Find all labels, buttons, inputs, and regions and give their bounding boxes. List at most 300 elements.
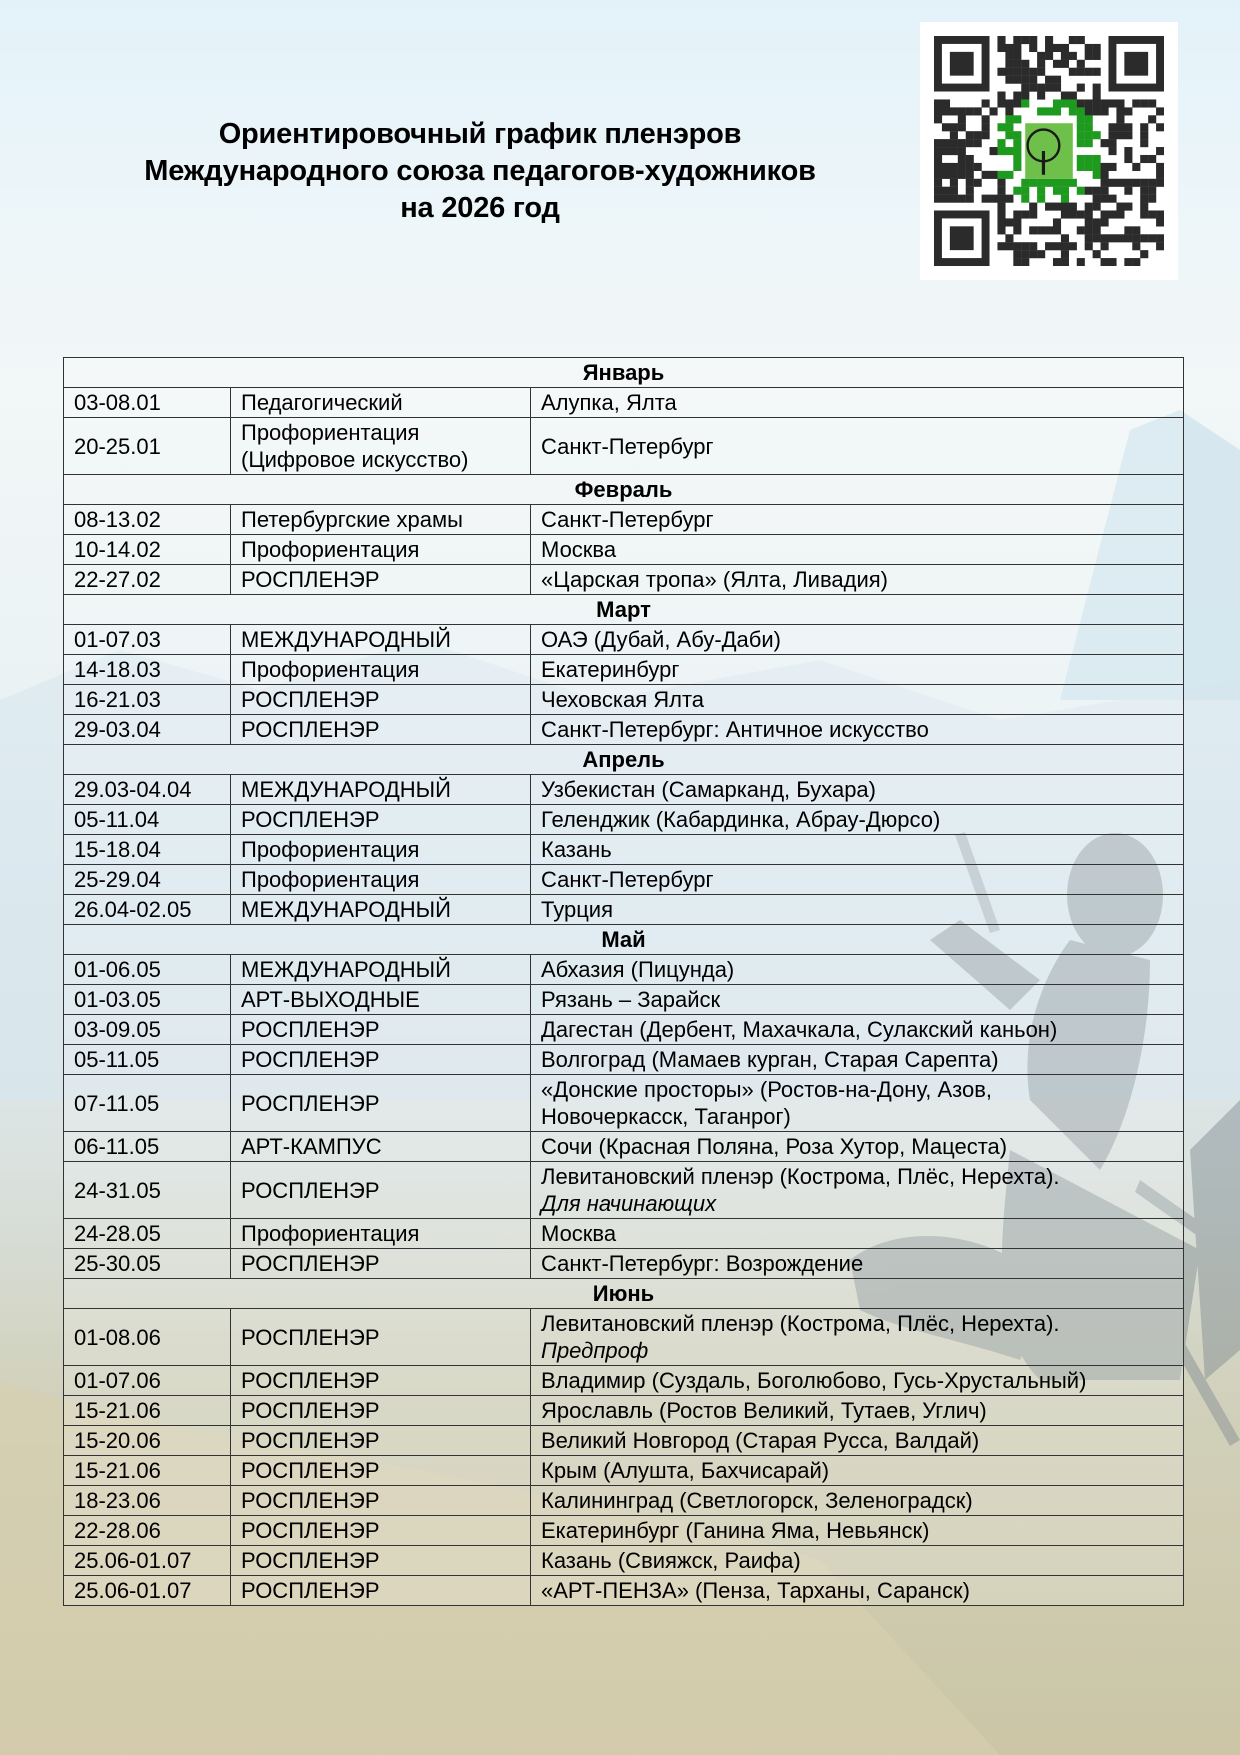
qr-module [974, 139, 982, 147]
place-cell: Калининград (Светлогорск, Зеленоградск) [531, 1486, 1184, 1516]
qr-module [1116, 234, 1124, 242]
qr-module [1013, 99, 1021, 107]
place-cell: Казань (Свияжск, Раифа) [531, 1546, 1184, 1576]
qr-module [1093, 187, 1101, 195]
qr-module [1069, 179, 1077, 187]
qr-module [1132, 99, 1140, 107]
type-cell: Профориентация [231, 535, 531, 565]
dates-cell: 08-13.02 [64, 505, 231, 535]
qr-module [1061, 60, 1069, 68]
qr-module [1093, 171, 1101, 179]
table-row [64, 1366, 1184, 1396]
place-cell: Геленджик (Кабардинка, Абрау-Дюрсо) [531, 805, 1184, 835]
dates-cell: 01-08.06 [64, 1309, 231, 1366]
qr-module [1005, 171, 1013, 179]
qr-module [1085, 155, 1093, 163]
qr-module [1093, 203, 1101, 211]
qr-module [1140, 210, 1148, 218]
qr-module [1053, 44, 1061, 52]
qr-module [974, 179, 982, 187]
place-cell: Санкт-Петербург [531, 865, 1184, 895]
qr-module [1005, 131, 1013, 139]
table-row [64, 535, 1184, 565]
qr-code[interactable] [920, 22, 1178, 280]
qr-module [1061, 203, 1069, 211]
place-note: Для начинающих [541, 1191, 717, 1216]
qr-module [1061, 242, 1069, 250]
qr-module [997, 179, 1005, 187]
qr-module [1061, 234, 1069, 242]
qr-module [1124, 131, 1132, 139]
dates-cell: 15-18.04 [64, 835, 231, 865]
month-header-row [64, 595, 1184, 625]
qr-module [982, 123, 990, 131]
qr-module [982, 99, 990, 107]
dates-cell: 14-18.03 [64, 655, 231, 685]
qr-module [1124, 107, 1132, 115]
qr-module [966, 163, 974, 171]
qr-module [1013, 187, 1021, 195]
qr-module [1045, 36, 1053, 44]
month-header: Март [64, 595, 1184, 625]
qr-module [1077, 99, 1085, 107]
qr-module [1101, 258, 1109, 266]
qr-module [1029, 242, 1037, 250]
qr-module [1013, 147, 1021, 155]
table-row [64, 1456, 1184, 1486]
qr-module [1077, 115, 1085, 123]
qr-module [1005, 218, 1013, 226]
qr-module [1085, 139, 1093, 147]
qr-module [958, 171, 966, 179]
qr-module [1124, 203, 1132, 211]
qr-module [1013, 60, 1021, 68]
qr-module [1077, 36, 1085, 44]
qr-module [1037, 179, 1045, 187]
qr-module [1093, 234, 1101, 242]
qr-module [997, 187, 1005, 195]
type-cell: РОСПЛЕНЭР [231, 1249, 531, 1279]
place-cell: Великий Новгород (Старая Русса, Валдай) [531, 1426, 1184, 1456]
qr-module [1085, 187, 1093, 195]
qr-logo-trunk [1042, 151, 1045, 175]
place-line: Левитановский пленэр (Кострома, Плёс, Нерехта). [541, 1311, 1060, 1336]
qr-module [1077, 139, 1085, 147]
place-cell: Владимир (Суздаль, Боголюбово, Гусь-Хрустальный) [531, 1366, 1184, 1396]
dates-cell: 06-11.05 [64, 1132, 231, 1162]
qr-module [966, 139, 974, 147]
type-cell [231, 418, 531, 475]
qr-module [942, 195, 950, 203]
schedule-table [63, 357, 1184, 1606]
page-title [60, 116, 900, 227]
qr-module [942, 139, 950, 147]
qr-module [982, 115, 990, 123]
qr-module [1061, 52, 1069, 60]
table-row [64, 805, 1184, 835]
qr-module [1116, 115, 1124, 123]
table-row [64, 1249, 1184, 1279]
qr-module [934, 107, 942, 115]
qr-module [950, 107, 958, 115]
place-line: Новочеркасск, Таганрог) [541, 1104, 791, 1129]
table-row [64, 388, 1184, 418]
dates-cell: 22-27.02 [64, 565, 231, 595]
type-cell: Педагогический [231, 388, 531, 418]
qr-module [1132, 234, 1140, 242]
qr-module [1077, 107, 1085, 115]
qr-module [950, 187, 958, 195]
qr-module [1013, 250, 1021, 258]
qr-module [1101, 171, 1109, 179]
table-row [64, 1132, 1184, 1162]
qr-module [1156, 163, 1164, 171]
place-cell: Крым (Алушта, Бахчисарай) [531, 1456, 1184, 1486]
qr-module [958, 123, 966, 131]
dates-cell: 03-08.01 [64, 388, 231, 418]
dates-cell: 01-03.05 [64, 985, 231, 1015]
table-row [64, 955, 1184, 985]
place-cell: Волгоград (Мамаев курган, Старая Сарепта) [531, 1045, 1184, 1075]
qr-module [1037, 226, 1045, 234]
qr-module [1085, 203, 1093, 211]
type-cell: РОСПЛЕНЭР [231, 1396, 531, 1426]
qr-module [1061, 44, 1069, 52]
qr-module [1021, 210, 1029, 218]
qr-module [1108, 234, 1116, 242]
month-header-row [64, 1279, 1184, 1309]
month-header-row [64, 925, 1184, 955]
qr-module [1116, 107, 1124, 115]
qr-finder-center [1124, 52, 1148, 76]
qr-module [1021, 258, 1029, 266]
qr-module [1140, 99, 1148, 107]
qr-module [1116, 203, 1124, 211]
qr-module [1077, 60, 1085, 68]
qr-module [1021, 76, 1029, 84]
qr-module [1069, 92, 1077, 100]
type-cell: РОСПЛЕНЭР [231, 1309, 531, 1366]
qr-module [942, 99, 950, 107]
qr-module [1108, 179, 1116, 187]
qr-module [1085, 163, 1093, 171]
qr-module [1124, 147, 1132, 155]
qr-module [997, 44, 1005, 52]
type-cell: Петербургские храмы [231, 505, 531, 535]
qr-module [1021, 84, 1029, 92]
qr-module [1148, 115, 1156, 123]
dates-cell: 26.04-02.05 [64, 895, 231, 925]
qr-module [966, 187, 974, 195]
qr-module [1156, 147, 1164, 155]
qr-module [990, 171, 998, 179]
qr-module [1140, 179, 1148, 187]
qr-module [1085, 123, 1093, 131]
qr-module [942, 187, 950, 195]
qr-module [1013, 210, 1021, 218]
dates-cell: 29.03-04.04 [64, 775, 231, 805]
qr-module [1021, 60, 1029, 68]
qr-module [1045, 52, 1053, 60]
qr-module [1093, 155, 1101, 163]
dates-cell: 20-25.01 [64, 418, 231, 475]
qr-module [1013, 76, 1021, 84]
table-row [64, 505, 1184, 535]
place-cell: Дагестан (Дербент, Махачкала, Сулакский каньон) [531, 1015, 1184, 1045]
qr-module [958, 139, 966, 147]
qr-module [934, 115, 942, 123]
qr-module [1037, 250, 1045, 258]
qr-module [1101, 99, 1109, 107]
qr-module [1093, 226, 1101, 234]
type-cell: Профориентация [231, 835, 531, 865]
qr-module [1037, 84, 1045, 92]
place-cell: Ярославль (Ростов Великий, Тутаев, Углич) [531, 1396, 1184, 1426]
qr-module [1140, 195, 1148, 203]
qr-module [1085, 115, 1093, 123]
type-cell: РОСПЛЕНЭР [231, 1546, 531, 1576]
dates-cell: 25-30.05 [64, 1249, 231, 1279]
qr-module [1093, 92, 1101, 100]
qr-module [1021, 99, 1029, 107]
type-cell: Профориентация [231, 865, 531, 895]
qr-module [1093, 52, 1101, 60]
qr-module [1085, 234, 1093, 242]
qr-module [966, 195, 974, 203]
qr-module [1069, 36, 1077, 44]
place-cell: Казань [531, 835, 1184, 865]
place-cell: Санкт-Петербург: Античное искусство [531, 715, 1184, 745]
qr-code-icon [934, 36, 1164, 266]
qr-module [997, 226, 1005, 234]
qr-module [1132, 258, 1140, 266]
qr-module [1005, 115, 1013, 123]
qr-module [1053, 203, 1061, 211]
type-cell: РОСПЛЕНЭР [231, 1516, 531, 1546]
qr-module [982, 131, 990, 139]
qr-module [1085, 131, 1093, 139]
qr-module [1053, 226, 1061, 234]
qr-module [1140, 123, 1148, 131]
qr-module [1037, 60, 1045, 68]
qr-module [1013, 163, 1021, 171]
qr-module [950, 147, 958, 155]
qr-module [1045, 84, 1053, 92]
qr-module [1108, 210, 1116, 218]
qr-module [1021, 187, 1029, 195]
qr-module [1124, 179, 1132, 187]
qr-module [950, 163, 958, 171]
month-header-row [64, 475, 1184, 505]
qr-module [1108, 99, 1116, 107]
place-cell: Чеховская Ялта [531, 685, 1184, 715]
qr-module [1005, 76, 1013, 84]
qr-module [1140, 187, 1148, 195]
table-row [64, 1045, 1184, 1075]
dates-cell: 16-21.03 [64, 685, 231, 715]
qr-module [1101, 163, 1109, 171]
qr-module [966, 171, 974, 179]
qr-module [1061, 187, 1069, 195]
qr-module [1013, 258, 1021, 266]
table-row [64, 1426, 1184, 1456]
qr-finder-center [950, 226, 974, 250]
type-cell: РОСПЛЕНЭР [231, 685, 531, 715]
qr-module [1116, 99, 1124, 107]
qr-module [1061, 99, 1069, 107]
qr-module [1005, 99, 1013, 107]
dates-cell: 25.06-01.07 [64, 1546, 231, 1576]
qr-module [1101, 187, 1109, 195]
qr-module [1013, 68, 1021, 76]
dates-cell: 05-11.05 [64, 1045, 231, 1075]
qr-module [1085, 218, 1093, 226]
table-row [64, 1576, 1184, 1606]
qr-module [1140, 155, 1148, 163]
table-row [64, 1516, 1184, 1546]
qr-module [958, 115, 966, 123]
qr-module [958, 195, 966, 203]
qr-module [1085, 44, 1093, 52]
qr-module [1061, 179, 1069, 187]
qr-module [990, 147, 998, 155]
qr-module [942, 171, 950, 179]
qr-module [1053, 107, 1061, 115]
type-cell: РОСПЛЕНЭР [231, 1366, 531, 1396]
type-cell: РОСПЛЕНЭР [231, 1162, 531, 1219]
qr-module [1005, 44, 1013, 52]
dates-cell: 07-11.05 [64, 1075, 231, 1132]
table-row [64, 1162, 1184, 1219]
qr-module [1069, 68, 1077, 76]
dates-cell: 18-23.06 [64, 1486, 231, 1516]
qr-module [934, 195, 942, 203]
qr-module [1021, 250, 1029, 258]
qr-module [1021, 68, 1029, 76]
table-row [64, 565, 1184, 595]
qr-module [1085, 52, 1093, 60]
type-cell: РОСПЛЕНЭР [231, 1015, 531, 1045]
qr-module [1101, 234, 1109, 242]
qr-module [997, 68, 1005, 76]
month-header: Февраль [64, 475, 1184, 505]
qr-module [997, 139, 1005, 147]
qr-module [1029, 68, 1037, 76]
qr-module [1093, 99, 1101, 107]
qr-module [958, 147, 966, 155]
qr-module [958, 163, 966, 171]
place-line: Левитановский пленэр (Кострома, Плёс, Нерехта). [541, 1164, 1060, 1189]
qr-module [1156, 123, 1164, 131]
qr-module [1085, 210, 1093, 218]
qr-module [950, 139, 958, 147]
place-cell: Москва [531, 535, 1184, 565]
qr-module [1013, 44, 1021, 52]
qr-module [1116, 131, 1124, 139]
qr-module [1029, 250, 1037, 258]
qr-module [1037, 107, 1045, 115]
qr-module [934, 139, 942, 147]
qr-module [1013, 226, 1021, 234]
qr-module [1124, 187, 1132, 195]
qr-module [1108, 258, 1116, 266]
place-line: «Донские просторы» (Ростов-на-Дону, Азов, [541, 1077, 993, 1102]
type-cell: МЕЖДУНАРОДНЫЙ [231, 955, 531, 985]
qr-module [958, 155, 966, 163]
qr-module [1077, 123, 1085, 131]
qr-module [1156, 107, 1164, 115]
qr-module [1101, 179, 1109, 187]
qr-module [1069, 52, 1077, 60]
qr-module [1061, 210, 1069, 218]
qr-module [1069, 210, 1077, 218]
qr-module [982, 195, 990, 203]
qr-module [1029, 84, 1037, 92]
place-cell: Екатеринбург (Ганина Яма, Невьянск) [531, 1516, 1184, 1546]
title-line: Ориентировочный график пленэров [218, 118, 742, 150]
qr-module [942, 163, 950, 171]
qr-module [1005, 52, 1013, 60]
table-row [64, 895, 1184, 925]
qr-module [1069, 107, 1077, 115]
qr-module [997, 36, 1005, 44]
type-cell: РОСПЛЕНЭР [231, 805, 531, 835]
dates-cell: 10-14.02 [64, 535, 231, 565]
qr-module [997, 242, 1005, 250]
qr-module [1069, 242, 1077, 250]
qr-module [1085, 107, 1093, 115]
qr-module [1013, 131, 1021, 139]
qr-module [997, 171, 1005, 179]
qr-module [1085, 99, 1093, 107]
qr-module [1101, 242, 1109, 250]
qr-module [1037, 195, 1045, 203]
qr-module [1005, 68, 1013, 76]
type-cell: АРТ-ВЫХОДНЫЕ [231, 985, 531, 1015]
qr-module [1045, 179, 1053, 187]
qr-module [1148, 187, 1156, 195]
qr-module [1140, 131, 1148, 139]
qr-module [934, 171, 942, 179]
table-row [64, 1015, 1184, 1045]
place-cell: ОАЭ (Дубай, Абу-Даби) [531, 625, 1184, 655]
qr-module [1148, 99, 1156, 107]
qr-module [990, 107, 998, 115]
qr-module [1053, 84, 1061, 92]
qr-module [1148, 234, 1156, 242]
qr-module [1061, 92, 1069, 100]
qr-module [1005, 147, 1013, 155]
qr-module [1132, 179, 1140, 187]
qr-module [1093, 131, 1101, 139]
qr-module [942, 123, 950, 131]
qr-module [1093, 195, 1101, 203]
qr-module [1013, 36, 1021, 44]
qr-module [997, 218, 1005, 226]
dates-cell: 01-06.05 [64, 955, 231, 985]
qr-module [1077, 187, 1085, 195]
qr-module [1132, 226, 1140, 234]
qr-module [1148, 210, 1156, 218]
qr-module [997, 203, 1005, 211]
qr-module [1029, 44, 1037, 52]
table-row [64, 418, 1184, 475]
qr-module [1005, 242, 1013, 250]
qr-module [1124, 226, 1132, 234]
table-row [64, 625, 1184, 655]
qr-module [1085, 242, 1093, 250]
qr-module [1013, 155, 1021, 163]
